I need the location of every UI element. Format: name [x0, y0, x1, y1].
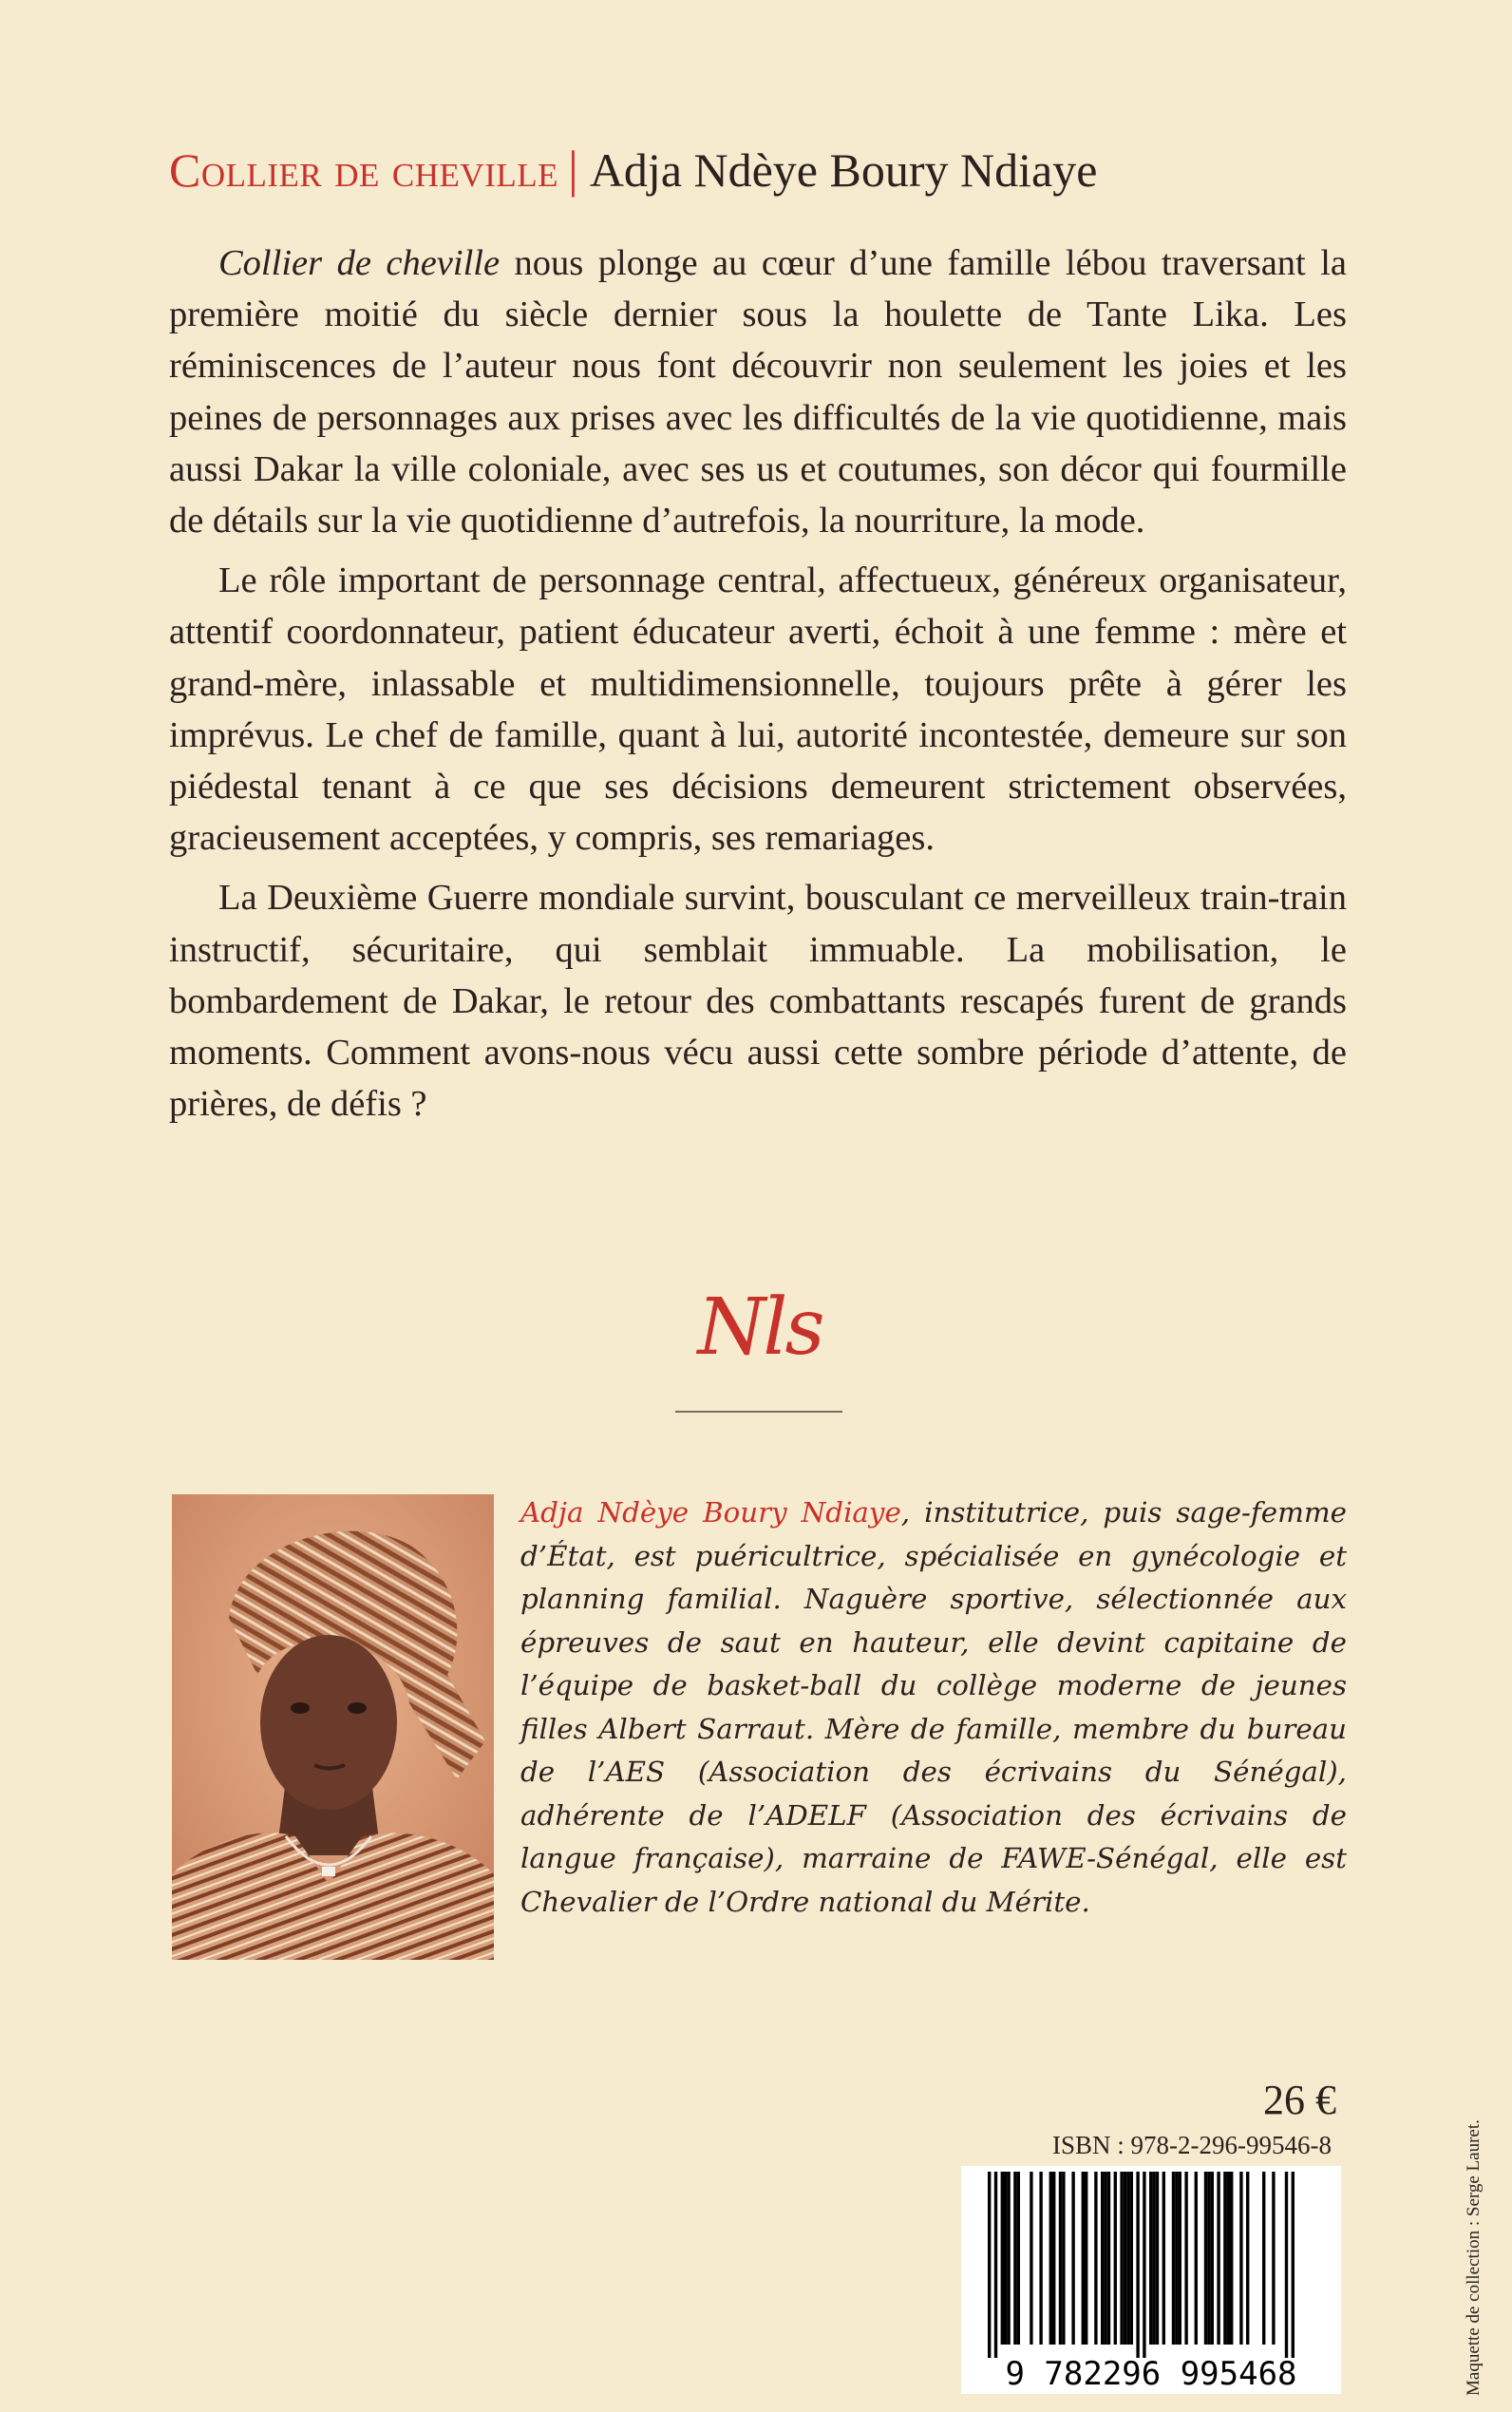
cover-header: [169, 141, 1347, 199]
logo-divider: [675, 1411, 842, 1413]
barcode-bar: [988, 2172, 991, 2358]
barcode-bar: [1001, 2172, 1004, 2345]
author-biography: [520, 1491, 1347, 1924]
barcode-bar: [1126, 2172, 1129, 2345]
barcode-bar: [1292, 2172, 1295, 2358]
design-credit: Maquette de collection : Serge Lauret.: [1464, 2119, 1484, 2396]
barcode-bar: [1162, 2172, 1165, 2345]
bio-text: , institutrice, puis sage-femme d’État, est puéricultrice, spécialisée en gynécologie et planning familial. Naguère sportive, sélectionnée aux épreuves de saut en hauteur, elle devint capitaine de l’équipe de basket-ball du collège moderne de jeunes filles Albert Sarraut. Mère de famille, membre du bureau de l’AES (Association des écrivains du Sénégal), adhérente de l’ADELF (Association des écrivains de langue française), marraine de FAWE-Sénégal, elle est Chevalier de l’Ordre national du Mérite.: [520, 1496, 1347, 1918]
barcode-digits: 9 782296 995468: [1005, 2355, 1297, 2393]
title-separator: |: [568, 141, 578, 198]
barcode-bar: [1007, 2172, 1010, 2345]
barcode-bar: [1152, 2172, 1155, 2345]
barcode-bar: [1114, 2172, 1117, 2345]
barcode-bar: [1107, 2172, 1110, 2345]
barcode-bar: [1175, 2172, 1178, 2345]
barcode-bar: [1179, 2172, 1181, 2345]
barcode-bar: [1085, 2172, 1087, 2345]
isbn: ISBN : 978-2-296-99546-8: [1052, 2131, 1332, 2159]
barcode-bar: [1136, 2172, 1139, 2358]
barcode-bar: [1104, 2172, 1106, 2345]
book-blurb: [169, 237, 1347, 1138]
barcode-bar: [1272, 2172, 1275, 2345]
author-portrait-image: [172, 1494, 494, 1960]
barcode-bar: [1149, 2172, 1152, 2345]
barcode-bar: [1204, 2172, 1207, 2345]
barcode-bar: [1172, 2172, 1175, 2345]
barcode-bar: [1156, 2172, 1159, 2345]
barcode-bar: [1049, 2172, 1052, 2345]
bio-author-name: Adja Ndèye Boury Ndiaye: [520, 1496, 901, 1529]
barcode-bar: [1101, 2172, 1104, 2345]
author-name: Adja Ndèye Boury Ndiaye: [589, 143, 1098, 197]
barcode-bar: [1184, 2172, 1187, 2345]
barcode-bar: [1246, 2172, 1249, 2345]
price: 26 €: [1263, 2077, 1336, 2123]
barcode-graphic: [961, 2166, 1341, 2394]
barcode-bar: [1143, 2172, 1145, 2358]
barcode-bar: [1195, 2172, 1198, 2345]
barcode-bar: [1062, 2172, 1065, 2345]
barcode-bar: [1082, 2172, 1085, 2345]
blurb-paragraph-1-text: nous plonge au cœur d’une famille lébou traversant la première moitié du siècle dernier sous la houlette de Tante Lika. Les réminiscences de l’auteur nous font découvrir non seulement les joies et les peines de personnages aux prises avec les difficultés de la vie quotidienne, mais aussi Dakar la ville coloniale, avec ses us et coutumes, son décor qui fourmille de détails sur la vie quotidienne d’autrefois, la nourriture, la mode.: [169, 243, 1347, 541]
barcode-bar: [994, 2172, 997, 2358]
barcode-bar: [1262, 2172, 1265, 2345]
blurb-paragraph-2: Le rôle important de personnage central, affectueux, généreux organisateur, attentif coordonnateur, patient éducateur averti, échoit à une femme : mère et grand-mère, inlassable et multidimensionnelle, toujours prête à gérer les imprévus. Le chef de famille, quant à lui, autorité incontestée, demeure sur son piédestal tenant à ce que ses décisions demeurent strictement observées, gracieusement acceptées, y compris, ses remariages.: [169, 560, 1347, 859]
barcode-bar: [1239, 2172, 1242, 2345]
barcode-bar: [1004, 2172, 1007, 2345]
barcode-bar: [1030, 2172, 1032, 2345]
barcode-bar: [1120, 2172, 1123, 2345]
barcode-bar: [1230, 2172, 1233, 2345]
barcode-bar: [1211, 2172, 1214, 2345]
barcode-bar: [1217, 2172, 1219, 2345]
barcode-bar: [1059, 2172, 1062, 2345]
author-photo: [172, 1494, 494, 1960]
publisher-logo: Nls: [697, 1282, 822, 1373]
barcode-bar: [1227, 2172, 1230, 2345]
blurb-title-italic: Collier de cheville: [218, 243, 501, 283]
barcode-bar: [1285, 2172, 1288, 2358]
barcode: [961, 2166, 1341, 2394]
barcode-bar: [1207, 2172, 1210, 2345]
book-title: Collier de cheville: [169, 143, 558, 197]
barcode-bar: [1071, 2172, 1074, 2345]
barcode-bar: [1013, 2172, 1016, 2345]
barcode-bar: [1039, 2172, 1042, 2345]
blurb-paragraph-3: La Deuxième Guerre mondiale survint, bousculant ce merveilleux train-train instructif, sécuritaire, qui semblait immuable. La mobilisation, le bombardement de Dakar, le retour des combattants rescapés furent de grands moments. Comment avons-nous vécu aussi cette sombre période d’attente, de prières, de défis ?: [169, 878, 1347, 1125]
barcode-bar: [1130, 2172, 1133, 2345]
barcode-bar: [1094, 2172, 1097, 2345]
barcode-bar: [1052, 2172, 1055, 2345]
barcode-bar: [1223, 2172, 1226, 2345]
barcode-bar: [1017, 2172, 1020, 2345]
blurb-paragraph-1: [169, 237, 1347, 546]
barcode-bar: [1124, 2172, 1126, 2345]
